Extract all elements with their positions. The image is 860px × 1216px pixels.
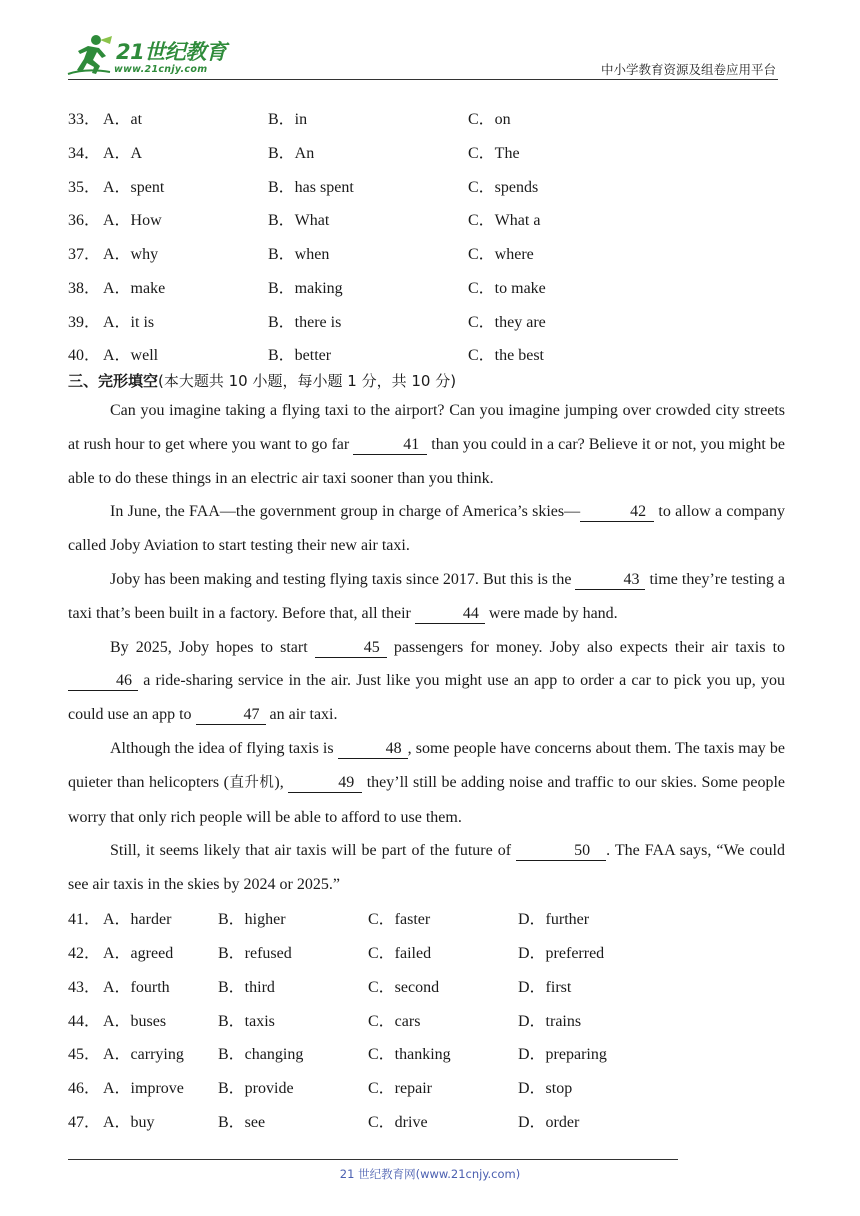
page-header bbox=[0, 0, 860, 90]
option-c: C．second bbox=[368, 979, 440, 996]
site-logo bbox=[66, 34, 236, 80]
option-c: C．to make bbox=[468, 280, 546, 297]
passage-text: than you could in a car? Believe it or not, you might be able to do these things in an electric air taxi sooner than you think. bbox=[68, 435, 785, 487]
option-b: B．better bbox=[268, 347, 332, 364]
passage-text: , some people have concerns about them. The taxis may be quieter than helicopters ( bbox=[68, 739, 785, 791]
option-d: D．further bbox=[518, 911, 590, 928]
question-number: 40． bbox=[68, 347, 101, 364]
option-a: A．why bbox=[103, 246, 159, 263]
option-a: A．well bbox=[103, 347, 159, 364]
option-c: C．thanking bbox=[368, 1046, 451, 1063]
passage-text: they’ll still be adding noise and traffic to our skies. Some people worry that only rich people will be able to afford to use them. bbox=[68, 773, 786, 826]
header-divider bbox=[68, 79, 778, 80]
question-number: 33． bbox=[68, 111, 101, 128]
passage-text: time they’re testing a taxi that’s been built in a factory. Before that, all their bbox=[68, 570, 786, 622]
passage-text: an air taxi. bbox=[265, 706, 338, 724]
paragraph bbox=[68, 732, 785, 834]
question-number: 46． bbox=[68, 1080, 101, 1097]
option-a: A．fourth bbox=[103, 979, 170, 996]
passage-text: In June, the FAA—the government group in charge of America’s skies— bbox=[110, 503, 581, 521]
chinese-gloss: 直升机 bbox=[228, 774, 275, 791]
section-note: (本大题共 10 小题，每小题 1 分，共 10 分) bbox=[158, 372, 457, 390]
option-b: B．An bbox=[268, 145, 315, 162]
option-c: C．on bbox=[468, 111, 511, 128]
footer-divider bbox=[68, 1159, 678, 1160]
paragraph bbox=[68, 631, 785, 732]
option-c: C．spends bbox=[468, 179, 539, 196]
option-b: B．there is bbox=[268, 314, 342, 331]
question-number: 47． bbox=[68, 1114, 101, 1131]
blank-46: 46 bbox=[68, 672, 138, 691]
question-number: 44． bbox=[68, 1013, 101, 1030]
option-b: B．refused bbox=[218, 945, 292, 962]
option-b: B．when bbox=[268, 246, 330, 263]
option-b: B．see bbox=[218, 1114, 266, 1131]
question-number: 38． bbox=[68, 280, 101, 297]
option-b: B．has spent bbox=[268, 179, 354, 196]
option-d: D．order bbox=[518, 1114, 580, 1131]
question-number: 37． bbox=[68, 246, 101, 263]
question-number: 36． bbox=[68, 212, 101, 229]
paragraph bbox=[68, 834, 785, 902]
option-a: A．it is bbox=[103, 314, 155, 331]
section-title: 三、完形填空 bbox=[68, 372, 159, 390]
passage-text: a ride-sharing service in the air. Just like you might use an app to order a car to pick you up, you could use an app to bbox=[68, 672, 785, 724]
option-c: C．faster bbox=[368, 911, 431, 928]
option-b: B．third bbox=[218, 979, 275, 996]
cloze-passage bbox=[68, 394, 785, 902]
logo-url: www.21cnjy.com bbox=[114, 64, 208, 75]
option-a: A．carrying bbox=[103, 1046, 184, 1063]
option-a: A．How bbox=[103, 212, 162, 229]
question-number: 41． bbox=[68, 911, 101, 928]
option-c: C．drive bbox=[368, 1114, 428, 1131]
passage-text: By 2025, Joby hopes to start bbox=[110, 638, 315, 656]
passage-text: . The FAA says, “We could see air taxis in the skies by 2024 or 2025.” bbox=[68, 842, 786, 894]
runner-logo-icon bbox=[66, 34, 116, 80]
option-d: D．stop bbox=[518, 1080, 573, 1097]
option-b: B．taxis bbox=[218, 1013, 275, 1030]
option-a: A．A bbox=[103, 145, 143, 162]
option-b: B．making bbox=[268, 280, 343, 297]
option-a: A．harder bbox=[103, 911, 172, 928]
question-number: 43． bbox=[68, 979, 101, 996]
blank-42: 42 bbox=[580, 503, 654, 522]
paragraph bbox=[68, 495, 785, 563]
passage-text: passengers for money. Joby also expects their air taxis to bbox=[386, 638, 786, 656]
blank-45: 45 bbox=[315, 639, 387, 658]
question-number: 45． bbox=[68, 1046, 101, 1063]
option-b: B．What bbox=[268, 212, 330, 229]
passage-text: Although the idea of flying taxis is bbox=[110, 739, 338, 757]
logo-wordmark: 21世纪教育 bbox=[116, 40, 227, 64]
option-b: B．higher bbox=[218, 911, 286, 928]
option-c: C．cars bbox=[368, 1013, 421, 1030]
option-a: A．improve bbox=[103, 1080, 184, 1097]
passage-text: ), bbox=[274, 773, 289, 791]
option-c: C．where bbox=[468, 246, 534, 263]
option-b: B．changing bbox=[218, 1046, 304, 1063]
option-a: A．spent bbox=[103, 179, 165, 196]
passage-text: to allow a company called Joby Aviation to start testing their new air taxi. bbox=[68, 503, 785, 555]
option-d: D．preparing bbox=[518, 1046, 607, 1063]
blank-43: 43 bbox=[575, 571, 645, 590]
question-number: 39． bbox=[68, 314, 101, 331]
option-d: D．first bbox=[518, 979, 572, 996]
option-d: D．trains bbox=[518, 1013, 582, 1030]
passage-text: Can you imagine taking a flying taxi to the airport? Can you imagine jumping over crowded city streets at rush hour to get where you want to go far bbox=[68, 402, 785, 453]
option-a: A．agreed bbox=[103, 945, 174, 962]
blank-41: 41 bbox=[353, 436, 427, 455]
passage-text: Joby has been making and testing flying taxis since 2017. But this is the bbox=[110, 570, 576, 588]
option-a: A．make bbox=[103, 280, 166, 297]
blank-49: 49 bbox=[288, 774, 362, 793]
blank-47: 47 bbox=[196, 706, 266, 725]
section-heading bbox=[68, 370, 456, 391]
paragraph bbox=[68, 394, 785, 495]
question-number: 42． bbox=[68, 945, 101, 962]
passage-text: Still, it seems likely that air taxis will be part of the future of bbox=[110, 842, 517, 860]
option-a: A．buses bbox=[103, 1013, 167, 1030]
option-c: C．repair bbox=[368, 1080, 432, 1097]
blank-50: 50 bbox=[516, 842, 606, 861]
option-d: D．preferred bbox=[518, 945, 605, 962]
blank-48: 48 bbox=[338, 740, 408, 759]
blank-44: 44 bbox=[415, 605, 485, 624]
option-a: A．buy bbox=[103, 1114, 155, 1131]
option-c: C．they are bbox=[468, 314, 546, 331]
option-c: C．What a bbox=[468, 212, 541, 229]
option-c: C．The bbox=[468, 145, 520, 162]
option-b: B．in bbox=[268, 111, 308, 128]
option-c: C．failed bbox=[368, 945, 432, 962]
footer-text: 21 世纪教育网(www.21cnjy.com) bbox=[339, 1167, 521, 1181]
passage-text: were made by hand. bbox=[484, 604, 618, 622]
option-c: C．the best bbox=[468, 347, 544, 364]
option-a: A．at bbox=[103, 111, 143, 128]
question-number: 35． bbox=[68, 179, 101, 196]
question-number: 34． bbox=[68, 145, 101, 162]
option-b: B．provide bbox=[218, 1080, 294, 1097]
paragraph bbox=[68, 563, 785, 631]
platform-name: 中小学教育资源及组卷应用平台 bbox=[600, 62, 776, 77]
